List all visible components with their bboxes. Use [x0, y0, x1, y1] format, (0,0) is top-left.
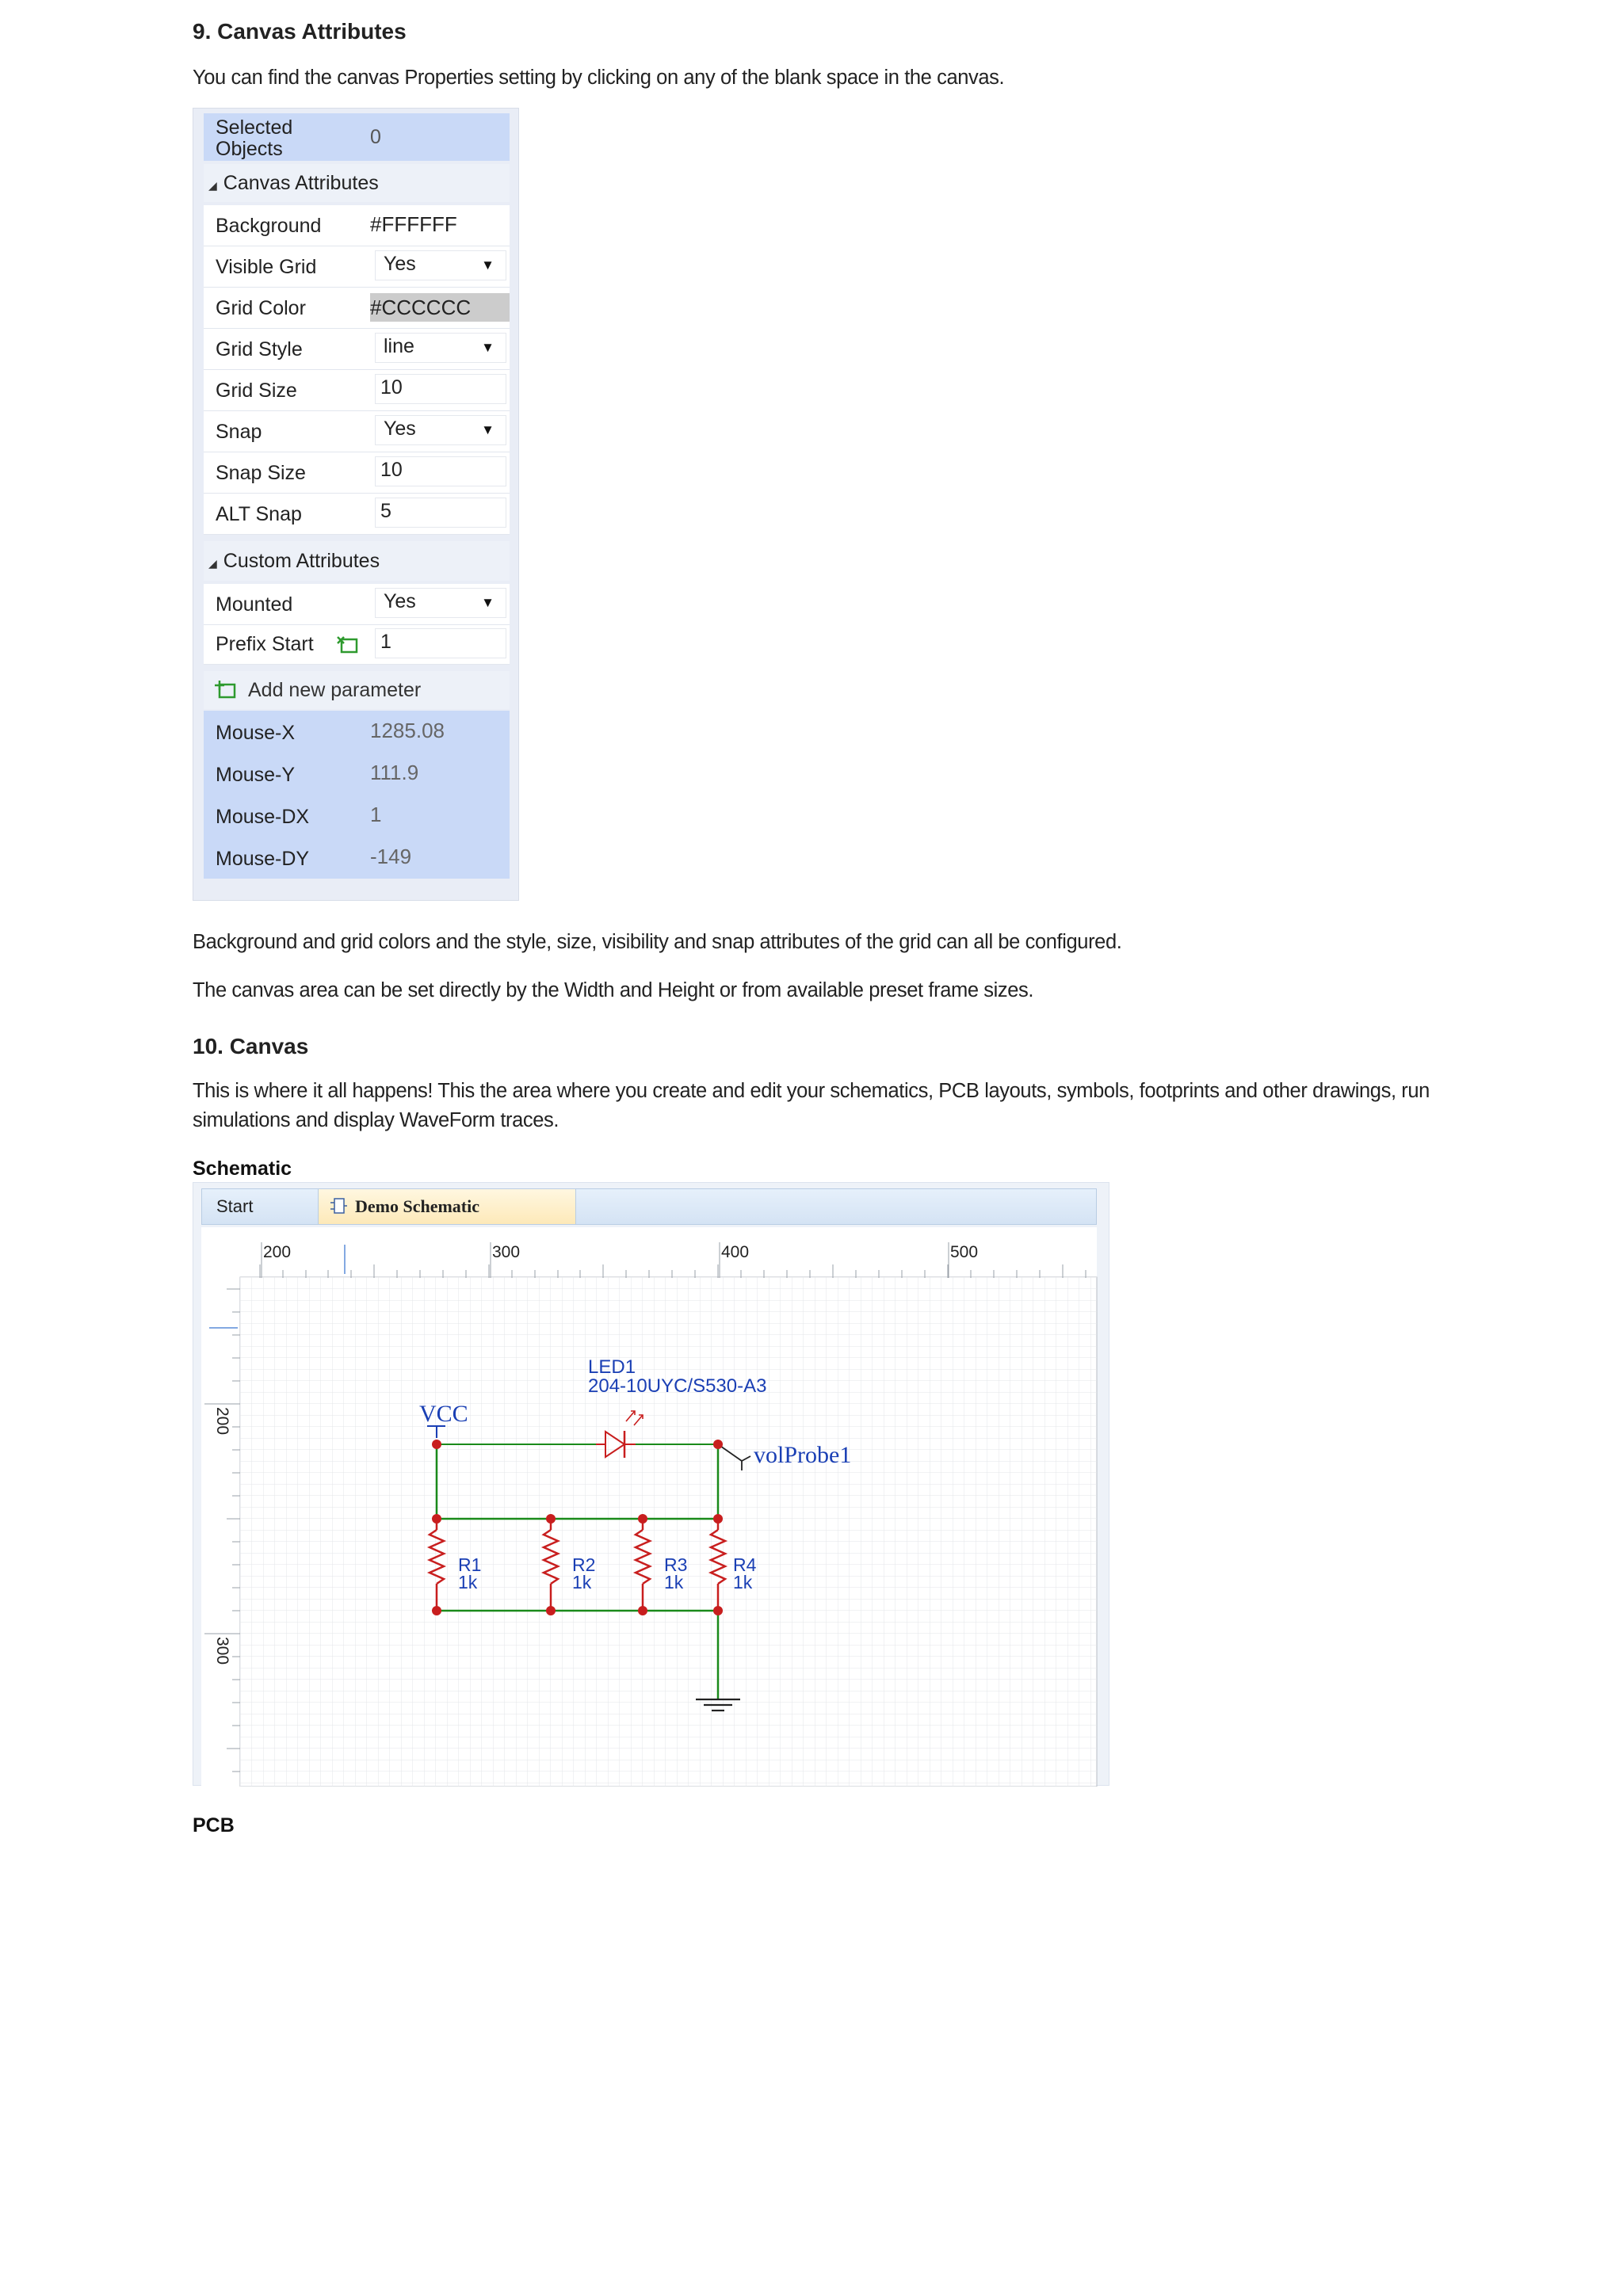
collapse-triangle-icon[interactable]: ◢	[208, 557, 217, 570]
mouse-y-value: 111.9	[370, 761, 419, 784]
visible-grid-label: Visible Grid	[216, 256, 317, 278]
properties-panel	[193, 108, 519, 901]
snap-selected: Yes	[384, 418, 416, 440]
ruler-left-label-200: 200	[213, 1407, 231, 1436]
vcc-label: VCC	[419, 1401, 468, 1427]
row-mouse-dy	[204, 837, 510, 879]
canvas-paragraph-line-2: simulations and display WaveForm traces.	[193, 1109, 559, 1131]
canvas-paragraph-line-1: This is where it all happens! This the area where you create and edit your schematics, PCB layouts, symbols, footprints and other drawings, run	[193, 1080, 1430, 1102]
mouse-dy-label: Mouse-DY	[216, 848, 310, 870]
dropdown-arrow-icon: ▼	[481, 422, 495, 437]
grid-style-label: Grid Style	[216, 338, 303, 360]
ruler-top-label-200: 200	[263, 1243, 292, 1261]
grid-size-input[interactable]	[375, 374, 506, 404]
custom-attributes-section[interactable]	[204, 541, 510, 581]
row-grid-size	[204, 370, 510, 411]
intro-paragraph: You can find the canvas Properties setting by clicking on any of the blank space in the canvas.	[193, 67, 1005, 89]
prefix-start-input[interactable]	[375, 628, 506, 658]
mouse-x-value: 1285.08	[370, 719, 445, 742]
r4-ref: R4	[733, 1554, 757, 1575]
selected-objects-label-2: Objects	[216, 138, 283, 160]
r1-val: 1k	[458, 1572, 478, 1592]
tab-demo-label: Demo Schematic	[355, 1196, 480, 1216]
snap-label: Snap	[216, 421, 262, 443]
row-prefix-start	[204, 625, 510, 665]
snap-size-label: Snap Size	[216, 462, 306, 484]
visible-grid-select[interactable]	[375, 250, 506, 280]
row-mounted	[204, 584, 510, 625]
mouse-y-label: Mouse-Y	[216, 764, 296, 786]
snap-size-input[interactable]	[375, 456, 506, 486]
schematic-canvas[interactable]	[193, 1183, 1110, 1787]
r3-val: 1k	[664, 1572, 684, 1592]
row-mouse-x	[204, 711, 510, 753]
background-label: Background	[216, 215, 322, 237]
grid-config-paragraph: Background and grid colors and the style, size, visibility and snap attributes of the grid can all be configured.	[193, 931, 1122, 953]
led-part-label: 204-10UYC/S530-A3	[588, 1375, 767, 1397]
mouse-dx-label: Mouse-DX	[216, 806, 310, 828]
custom-attributes-title: Custom Attributes	[223, 550, 380, 572]
r4-val: 1k	[733, 1572, 753, 1592]
add-parameter-row[interactable]	[204, 671, 510, 709]
canvas-attributes-title: Canvas Attributes	[223, 172, 379, 194]
schematic-editor	[193, 1182, 1109, 1786]
row-grid-style	[204, 329, 510, 370]
ruler-left-label-300: 300	[213, 1637, 231, 1665]
row-snap-size	[204, 452, 510, 494]
r2-ref: R2	[572, 1554, 596, 1575]
dropdown-arrow-icon: ▼	[481, 340, 495, 355]
section-heading-canvas: 10. Canvas	[193, 1034, 309, 1058]
row-snap	[204, 411, 510, 452]
row-background	[204, 205, 510, 246]
selected-objects-label-1: Selected	[216, 116, 293, 139]
mounted-select[interactable]	[375, 588, 506, 618]
row-alt-snap	[204, 494, 510, 535]
dropdown-arrow-icon: ▼	[481, 257, 495, 273]
grid-color-label: Grid Color	[216, 297, 306, 319]
alt-snap-label: ALT Snap	[216, 503, 302, 525]
mouse-x-label: Mouse-X	[216, 722, 296, 744]
ruler-top-label-300: 300	[492, 1243, 521, 1261]
visible-grid-selected: Yes	[384, 253, 416, 275]
grid-size-value: 10	[380, 376, 403, 399]
tab-start[interactable]: Start	[216, 1196, 254, 1216]
r2-val: 1k	[572, 1572, 592, 1592]
pcb-subheading: PCB	[193, 1814, 235, 1836]
mounted-label: Mounted	[216, 593, 293, 616]
add-parameter-icon[interactable]	[215, 681, 239, 700]
grid-color-value[interactable]: #CCCCCC	[370, 293, 510, 322]
grid-style-selected: line	[384, 335, 414, 357]
row-mouse-y	[204, 753, 510, 795]
background-color-value[interactable]: #FFFFFF	[370, 212, 457, 236]
r3-ref: R3	[664, 1554, 688, 1575]
collapse-triangle-icon[interactable]: ◢	[208, 179, 217, 192]
schematic-subheading: Schematic	[193, 1158, 292, 1180]
snap-select[interactable]	[375, 415, 506, 445]
grid-style-select[interactable]	[375, 333, 506, 363]
led-ref-label: LED1	[588, 1356, 636, 1378]
alt-snap-value: 5	[380, 500, 391, 522]
dropdown-arrow-icon: ▼	[481, 595, 495, 610]
mouse-dx-value: 1	[370, 803, 382, 826]
alt-snap-input[interactable]	[375, 498, 506, 528]
grid-size-label: Grid Size	[216, 379, 297, 402]
r1-ref: R1	[458, 1554, 482, 1575]
row-mouse-dx	[204, 795, 510, 837]
row-visible-grid	[204, 246, 510, 288]
selected-objects-row	[204, 113, 510, 161]
snap-size-value: 10	[380, 459, 403, 481]
section-heading-canvas-attributes: 9. Canvas Attributes	[193, 19, 407, 44]
selected-objects-value: 0	[370, 126, 381, 148]
canvas-size-paragraph: The canvas area can be set directly by the Width and Height or from available preset frame sizes.	[193, 979, 1034, 1001]
add-parameter-label[interactable]: Add new parameter	[248, 679, 422, 701]
probe-label: volProbe1	[754, 1442, 852, 1468]
row-grid-color	[204, 288, 510, 329]
canvas-attributes-section[interactable]	[204, 164, 510, 202]
grid	[240, 1277, 1097, 1787]
prefix-start-value: 1	[380, 631, 391, 653]
remove-parameter-icon[interactable]	[337, 635, 361, 654]
ruler-top-label-400: 400	[721, 1243, 750, 1261]
ruler-top-label-500: 500	[950, 1243, 979, 1261]
prefix-start-label: Prefix Start	[216, 633, 314, 655]
mounted-selected: Yes	[384, 590, 416, 612]
mouse-dy-value: -149	[370, 845, 412, 868]
